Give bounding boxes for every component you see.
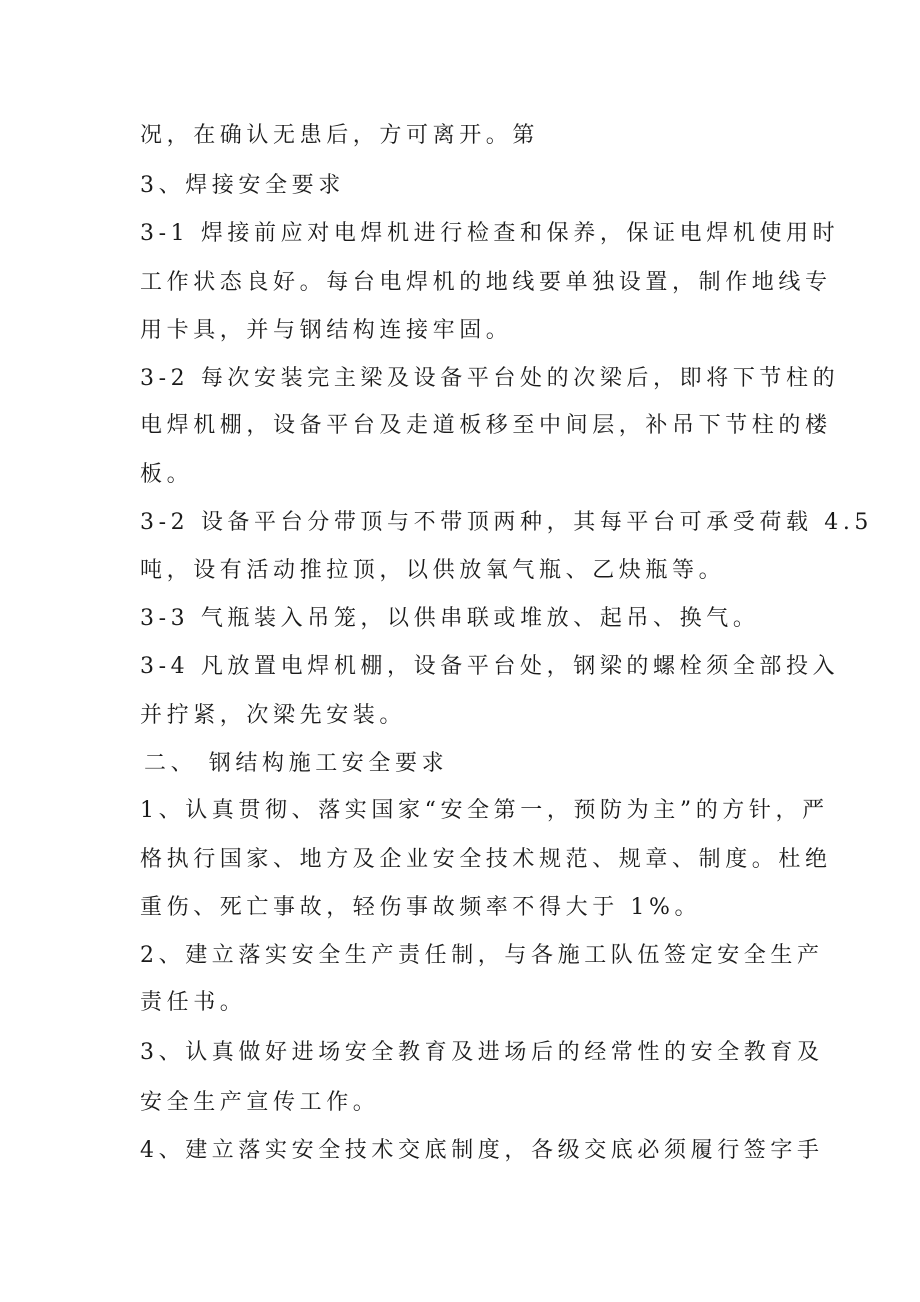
text-line: 3、认真做好进场安全教育及进场后的经常性的安全教育及 bbox=[140, 1040, 824, 1065]
text-line: 用卡具，并与钢结构连接牢固。 bbox=[140, 318, 513, 343]
text-line: 吨，设有活动推拉顶，以供放氧气瓶、乙炔瓶等。 bbox=[140, 558, 726, 583]
text-line: 安全生产宣传工作。 bbox=[140, 1090, 380, 1115]
text-line: 2、建立落实安全生产责任制，与各施工队伍签定安全生产 bbox=[140, 943, 824, 968]
text-line: 3-3 气瓶装入吊笼，以供串联或堆放、起吊、换气。 bbox=[140, 606, 760, 631]
text-line: 1、认真贯彻、落实国家“安全第一，预防为主”的方针，严 bbox=[140, 798, 829, 823]
text-line: 3-2 设备平台分带顶与不带顶两种，其每平台可承受荷载 4.5 bbox=[140, 510, 874, 535]
text-line: 板。 bbox=[140, 462, 194, 487]
text-line: 3-2 每次安装完主梁及设备平台处的次梁后，即将下节柱的 bbox=[140, 366, 840, 391]
section-heading: 二、 钢结构施工安全要求 bbox=[144, 751, 449, 776]
text-line: 格执行国家、地方及企业安全技术规范、规章、制度。杜绝 bbox=[140, 847, 832, 872]
text-line: 并拧紧，次梁先安装。 bbox=[140, 703, 407, 728]
section-heading: 3、焊接安全要求 bbox=[140, 173, 345, 198]
text-line: 4、建立落实安全技术交底制度，各级交底必须履行签字手 bbox=[140, 1138, 824, 1163]
text-line: 3-4 凡放置电焊机棚，设备平台处，钢梁的螺栓须全部投入 bbox=[140, 654, 840, 679]
text-line: 重伤、死亡事故，轻伤事故频率不得大于 1%。 bbox=[140, 895, 702, 920]
text-line: 3-1 焊接前应对电焊机进行检查和保养，保证电焊机使用时 bbox=[140, 221, 840, 246]
text-line: 工作状态良好。每台电焊机的地线要单独设置，制作地线专 bbox=[140, 270, 832, 295]
text-line: 电焊机棚，设备平台及走道板移至中间层，补吊下节柱的楼 bbox=[140, 413, 832, 438]
text-line: 责任书。 bbox=[140, 990, 247, 1015]
text-line: 况，在确认无患后，方可离开。第 bbox=[140, 123, 540, 148]
